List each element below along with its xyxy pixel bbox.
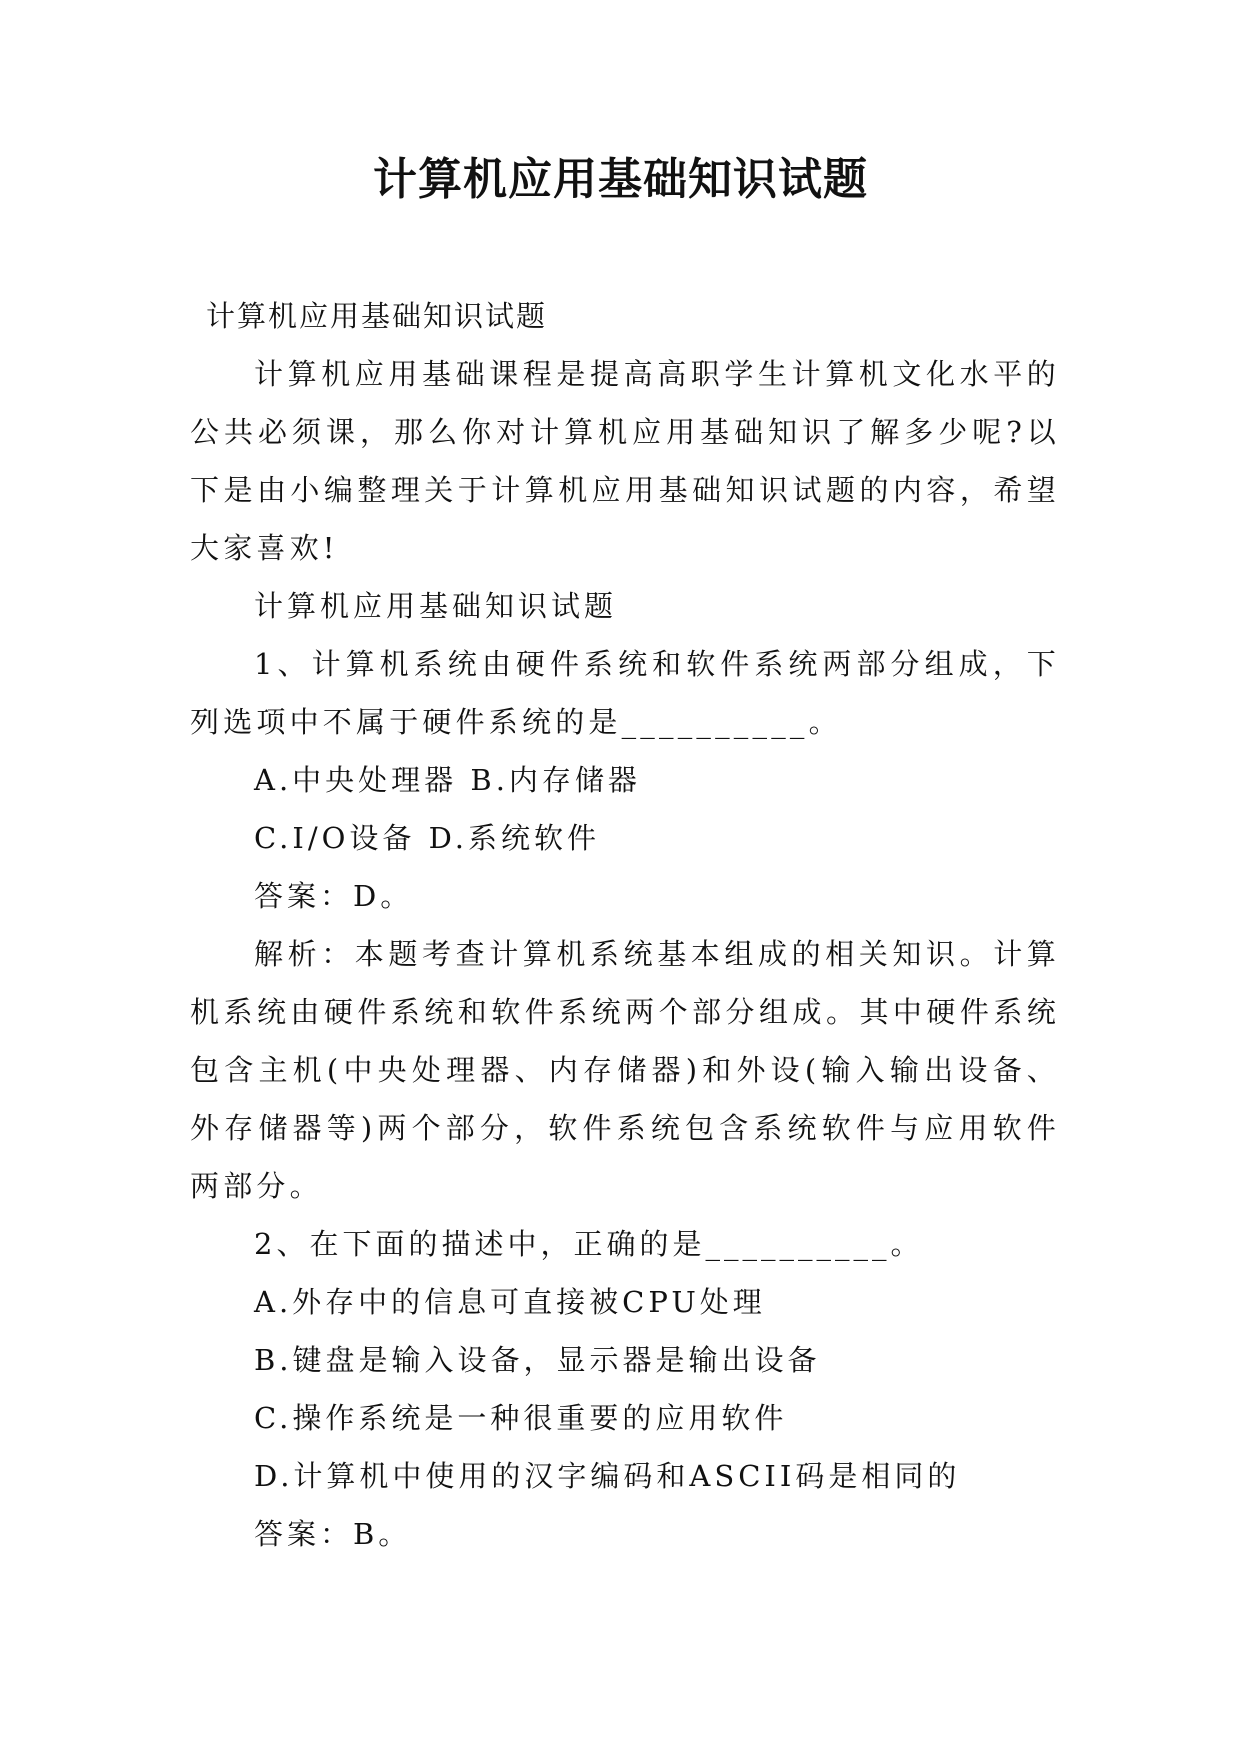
document-subtitle: 计算机应用基础知识试题	[206, 299, 548, 333]
question-2-stem: 2、在下面的描述中，正确的是__________。	[254, 1227, 924, 1261]
question-1-options-cd: C.I/O设备 D.系统软件	[254, 821, 601, 855]
page-title: 计算机应用基础知识试题	[373, 154, 868, 205]
section-heading: 计算机应用基础知识试题	[254, 589, 618, 623]
question-1-answer: 答案：D。	[254, 879, 414, 913]
question-1-stem: 1、计算机系统由硬件系统和软件系统两部分组成，下列选项中不属于硬件系统的是__________。	[190, 647, 1060, 739]
document-body	[190, 287, 1060, 1563]
question-2-answer: 答案：B。	[254, 1517, 412, 1551]
question-1-options-ab: A.中央处理器 B.内存储器	[254, 763, 641, 797]
question-2-option-d: D.计算机中使用的汉字编码和ASCII码是相同的	[254, 1459, 961, 1493]
question-2-option-a: A.外存中的信息可直接被CPU处理	[254, 1285, 766, 1319]
question-2-option-b: B.键盘是输入设备，显示器是输出设备	[254, 1343, 821, 1377]
question-1-analysis: 解析：本题考查计算机系统基本组成的相关知识。计算机系统由硬件系统和软件系统两个部分组成。其中硬件系统包含主机(中央处理器、内存储器)和外设(输入输出设备、外存储器等)两个部分，软件系统包含系统软件与应用软件两部分。	[190, 937, 1060, 1203]
question-2-option-c: C.操作系统是一种很重要的应用软件	[254, 1401, 788, 1435]
intro-paragraph: 计算机应用基础课程是提高高职学生计算机文化水平的公共必须课，那么你对计算机应用基础知识了解多少呢?以下是由小编整理关于计算机应用基础知识试题的内容，希望大家喜欢!	[190, 357, 1060, 565]
